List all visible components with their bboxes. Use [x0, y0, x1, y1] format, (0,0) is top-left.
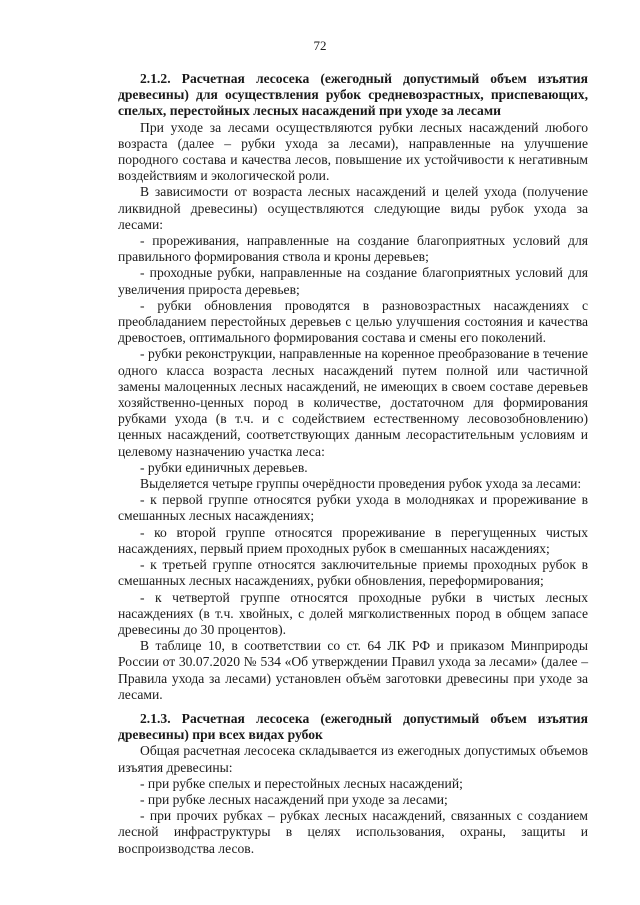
list-item: - при рубке спелых и перестойных лесных насаждений; [140, 775, 463, 791]
paragraph: В зависимости от возраста лесных насаждений и целей ухода (получение ликвидной древесины) осуществляются следующие виды рубок ухода за лесами: [118, 184, 588, 232]
list-item: - рубки единичных деревьев. [140, 459, 308, 475]
list-item: - к третьей группе относятся заключительные приемы проходных рубок в смешанных лесных насаждениях, рубки обновления, переформирования; [118, 557, 588, 589]
page-number: 72 [313, 38, 327, 53]
paragraph: При уходе за лесами осуществляются рубки лесных насаждений любого возраста (далее – рубки ухода за лесами), направленные на улучшение породного состава и качества лесов, повышение их устойчивости к негативным воздействиям и экологической роли. [118, 119, 588, 184]
section-heading: 2.1.2. Расчетная лесосека (ежегодный допустимый объем изъятия древесины) для осуществления рубок средневозрастных, приспевающих, спелых, перестойных лесных насаждений при уходе за лесами [118, 71, 588, 119]
paragraph: Общая расчетная лесосека складывается из ежегодных допустимых объемов изъятия древесины: [118, 743, 588, 775]
paragraph: В таблице 10, в соответствии со ст. 64 ЛК РФ и приказом Минприроды России от 30.07.2020 № 534 «Об утверждении Правил ухода за лесами» (далее – Правила ухода за лесами) установлен объём заготовки древесины при уходе за лесами. [118, 638, 588, 702]
list-item: - рубки обновления проводятся в разновозрастных насаждениях с преобладанием перестойных деревьев с целью улучшения состояния и качества древостоев, оптимального формирования состава и смены его поколений. [118, 297, 588, 346]
list-item: - к четвертой группе относятся проходные рубки в чистых лесных насаждениях (в т.ч. хвойных, с долей мягколиственных пород в общем запасе древесины до 30 процентов). [118, 589, 588, 637]
section-2-1-3 [118, 711, 588, 857]
paragraph: Выделяется четыре группы очерёдности проведения рубок ухода за лесами: [140, 476, 582, 492]
page-content [118, 71, 588, 857]
list-item: - при рубке лесных насаждений при уходе за лесами; [140, 791, 448, 807]
list-item: - проходные рубки, направленные на создание благоприятных условий для увеличения прироста деревьев; [118, 265, 588, 297]
list-item: - рубки реконструкции, направленные на коренное преобразование в течение одного класса возраста лесных насаждений путем полной или частичной замены малоценных лесных насаждений, не имеющих в своем составе деревьев хозяйственно-ценных пород в количестве, достаточном для формирования рубками ухода (в т.ч. и с содействием естественному лесовозобновлению) ценных насаждений, соответствующих данным лесорастительным условиям и целевому назначению участка леса: [118, 346, 588, 459]
section-gap [118, 703, 588, 711]
section-2-1-2 [118, 71, 588, 703]
list-item: - ко второй группе относятся прореживание в перегущенных чистых насаждениях, первый прием проходных рубок в смешанных насаждениях; [118, 524, 588, 556]
list-item: - к первой группе относятся рубки ухода в молодняках и прореживание в смешанных лесных насаждениях; [118, 492, 588, 524]
section-heading: 2.1.3. Расчетная лесосека (ежегодный допустимый объем изъятия древесины) при всех видах рубок [118, 710, 588, 743]
list-item: - при прочих рубках – рубках лесных насаждений, связанных с созданием лесной инфраструктуры в целях использования, охраны, защиты и воспроизводства лесов. [118, 808, 588, 856]
list-item: - прореживания, направленные на создание благоприятных условий для правильного формирования ствола и кроны деревьев; [118, 233, 588, 265]
